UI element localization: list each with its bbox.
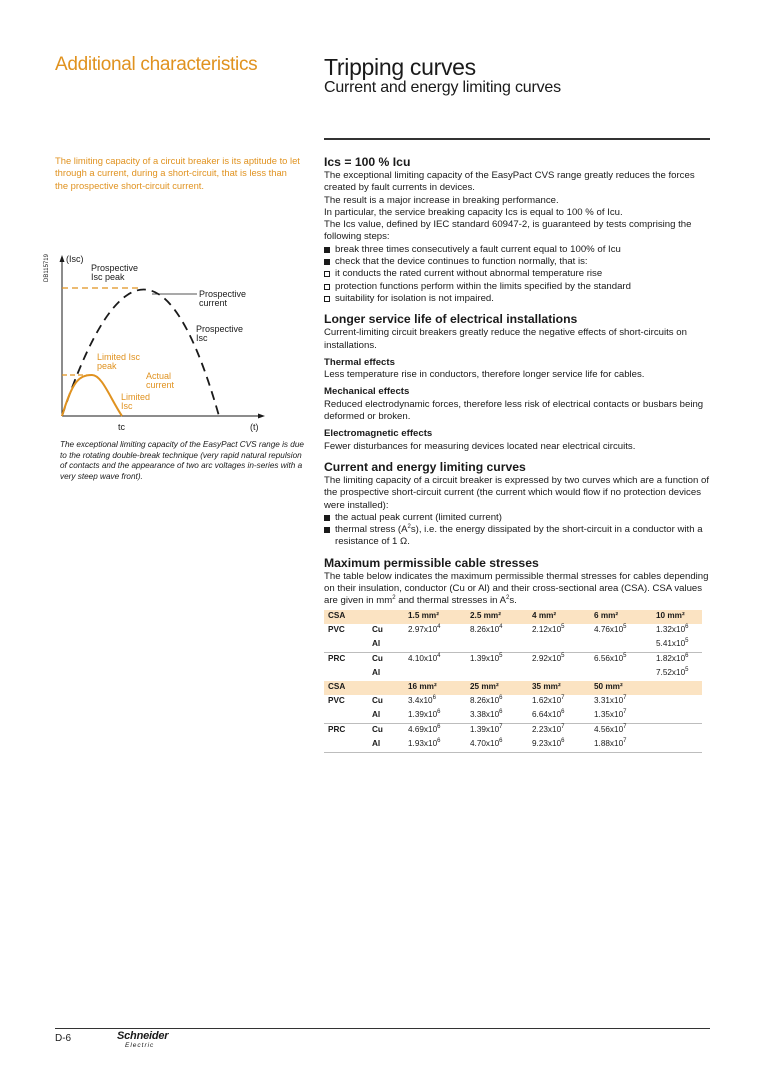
table-row: PRC Cu $4.69x10^6$ $1.39x10^7$ $2.23x10^7$ $4.56x10^7$ bbox=[328, 724, 627, 735]
list-item: protection functions perform within the limits specified by the standard bbox=[324, 281, 710, 293]
table-row: PRC Cu $4.10x10^4$ $1.39x10^5$ $2.92x10^5$ $6.56x10^5$ $1.82x10^6$ bbox=[328, 653, 689, 664]
page-number: D-6 bbox=[55, 1033, 72, 1044]
cable-stresses-heading: Maximum permissible cable stresses bbox=[324, 555, 539, 570]
ics-steps-list bbox=[324, 244, 710, 305]
thermal-effects-heading: Thermal effects bbox=[324, 356, 395, 368]
x-axis-arrow-icon bbox=[258, 414, 265, 419]
cable-stress-table bbox=[324, 610, 702, 753]
page-title: Tripping curves bbox=[324, 54, 476, 80]
square-bullet-icon bbox=[324, 527, 330, 533]
limiting-curves-heading: Current and energy limiting curves bbox=[324, 459, 526, 474]
x-axis-label: (t) bbox=[250, 422, 259, 432]
limited-isc-label-2: Isc bbox=[121, 401, 133, 411]
list-item: check that the device continues to function normally, that is: bbox=[324, 256, 710, 268]
list-item: break three times consecutively a fault current equal to 100% of Icu bbox=[324, 244, 710, 256]
actual-current-curve bbox=[62, 375, 122, 416]
square-bullet-icon bbox=[324, 259, 330, 265]
schneider-logo bbox=[117, 1031, 168, 1050]
list-item: suitability for isolation is not impaired. bbox=[324, 293, 710, 305]
intro-text: The limiting capacity of a circuit breaker is its aptitude to let through a current, during a short-circuit, that is less than the prospective short-circuit current. bbox=[55, 155, 300, 191]
figure-code: DB115719 bbox=[44, 254, 50, 282]
prospective-current-label-2: current bbox=[199, 298, 228, 308]
actual-current-label: Actual bbox=[146, 371, 172, 381]
square-bullet-icon bbox=[324, 247, 330, 253]
limited-isc-peak-label: Limited Isc bbox=[97, 352, 141, 362]
section-label: Additional characteristics bbox=[55, 54, 258, 75]
limiting-curves-text: The limiting capacity of a circuit breaker is expressed by two curves which are a function of the prospective short-circuit current (the current which would flow if no protection devices were installed): bbox=[324, 474, 709, 511]
tc-label: tc bbox=[118, 422, 126, 432]
list-item: thermal stress $(A^2s)$, i.e. the energy dissipated by the short-circuit in a conductor with a resistance of 1 Ω. bbox=[324, 524, 710, 549]
hollow-square-bullet-icon bbox=[324, 284, 330, 290]
brand-sub: Electric bbox=[125, 1042, 155, 1049]
main-content bbox=[324, 155, 710, 753]
electromagnetic-effects-heading: Electromagnetic effects bbox=[324, 428, 433, 440]
limited-isc-label: Limited bbox=[121, 392, 151, 402]
square-bullet-icon bbox=[324, 515, 330, 521]
ics-paragraph-4: The Ics value, defined by IEC standard 60947-2, is guaranteed by tests comprising the following steps: bbox=[324, 219, 692, 243]
thermal-effects-text: Less temperature rise in conductors, therefore longer service life for cables. bbox=[324, 369, 645, 381]
mechanical-effects-heading: Mechanical effects bbox=[324, 386, 410, 398]
table-header-row: CSA 1.5 mm² 2.5 mm² 4 mm² 6 mm² 10 mm² bbox=[324, 610, 702, 624]
list-item: it conducts the rated current without abnormal temperature rise bbox=[324, 268, 710, 280]
electromagnetic-effects-text: Fewer disturbances for measuring devices located near electrical circuits. bbox=[324, 440, 636, 452]
prospective-isc-peak-label: Prospective bbox=[91, 263, 139, 273]
table-row: PVC Cu $2.97x10^4$ $8.26x10^4$ $2.12x10^5$ $4.76x10^5$ $1.32x10^6$ bbox=[328, 624, 689, 635]
limited-isc-peak-label-2: peak bbox=[97, 361, 117, 371]
table-row: PVC Cu $3.4x10^6$ $8.26x10^6$ $1.62x10^7$ $3.31x10^7$ bbox=[328, 695, 627, 706]
list-item: the actual peak current (limited current) bbox=[324, 512, 710, 524]
service-life-heading: Longer service life of electrical installations bbox=[324, 312, 578, 327]
footer-rule bbox=[55, 1028, 710, 1029]
header-rule bbox=[324, 138, 710, 140]
prospective-current-label: Prospective bbox=[199, 289, 247, 299]
hollow-square-bullet-icon bbox=[324, 296, 330, 302]
table-header-row: CSA 16 mm² 25 mm² 35 mm² 50 mm² bbox=[324, 681, 702, 695]
cable-stresses-text: The table below indicates the maximum permissible thermal stresses for cables depending on their insulation, conductor (Cu or Al) and their cross-sectional area (CSA). CSA values are given in $mm^2$ and thermal stresses in $A^2s$. bbox=[324, 570, 709, 607]
ics-paragraph-1: The exceptional limiting capacity of the EasyPact CVS range greatly reduces the forces created by fault currents in devices. bbox=[324, 170, 695, 194]
hollow-square-bullet-icon bbox=[324, 271, 330, 277]
limiting-curve-diagram bbox=[44, 248, 274, 438]
service-life-intro: Current-limiting circuit breakers greatly reduce the negative effects of short-circuits on installations. bbox=[324, 327, 687, 351]
ics-heading: Ics = 100 % Icu bbox=[324, 155, 411, 169]
ics-paragraph-2: The result is a major increase in breaking performance. bbox=[324, 194, 559, 206]
table-row: Al $1.39x10^6$ $3.38x10^6$ $6.64x10^6$ $1.35x10^7$ bbox=[324, 709, 702, 724]
figure-caption: The exceptional limiting capacity of the EasyPact CVS range is due to the rotating double-break technique (very rapid natural repulsion of contacts and the appearance of two arc voltages in-series with a very steep wave front). bbox=[60, 440, 304, 481]
y-axis-label: (Isc) bbox=[66, 254, 84, 264]
brand-name: Schneider bbox=[117, 1030, 169, 1042]
ics-paragraph-3: In particular, the service breaking capacity Ics is equal to 100 % of Icu. bbox=[324, 206, 623, 218]
prospective-isc-label: Prospective bbox=[196, 324, 244, 334]
table-row: Al $5.41x10^5$ bbox=[324, 638, 702, 653]
table-row: Al $7.52x10^5$ bbox=[372, 667, 689, 678]
y-axis-arrow-icon bbox=[60, 255, 65, 262]
table-row: Al $1.93x10^6$ $4.70x10^6$ $9.23x10^6$ $1.88x10^7$ bbox=[324, 738, 702, 753]
prospective-isc-peak-label-2: Isc peak bbox=[91, 272, 125, 282]
actual-current-label-2: current bbox=[146, 380, 175, 390]
mechanical-effects-text: Reduced electrodynamic forces, therefore less risk of electrical contacts or busbars being deformed or broken. bbox=[324, 398, 704, 423]
prospective-isc-label-2: Isc bbox=[196, 333, 208, 343]
limiting-curves-list bbox=[324, 512, 710, 549]
page-subtitle: Current and energy limiting curves bbox=[324, 79, 561, 96]
